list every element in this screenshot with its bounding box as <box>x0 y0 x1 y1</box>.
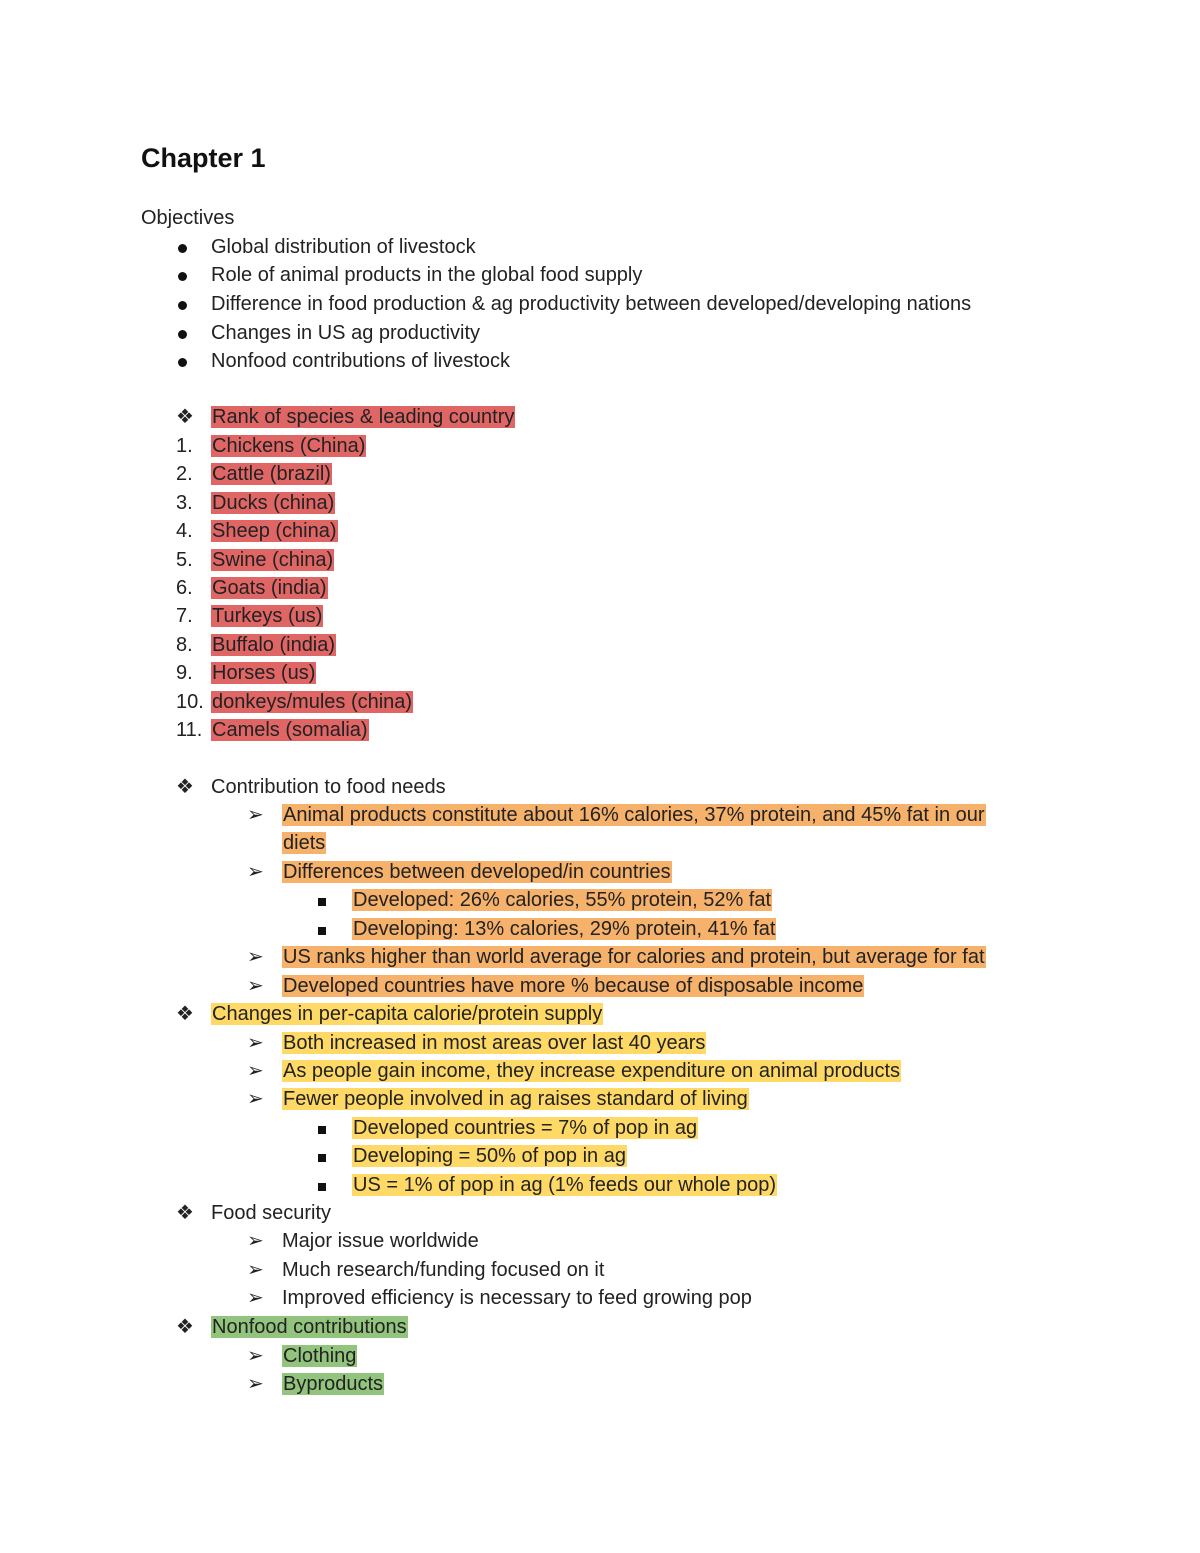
species-item: donkeys/mules (china) <box>212 691 413 713</box>
species-item: Cattle (brazil) <box>212 463 331 485</box>
species-item: Swine (china) <box>212 549 334 571</box>
food-needs-item: US ranks higher than world average for calories and protein, but average for fat <box>283 946 985 968</box>
species-item: Buffalo (india) <box>212 634 336 656</box>
list-number: 3. <box>176 492 193 514</box>
square-bullet-icon <box>318 916 326 942</box>
per-capita-item: Fewer people involved in ag raises standard of living <box>283 1088 748 1110</box>
diamond-bullet-icon: ❖ <box>176 1003 194 1025</box>
arrow-bullet-icon: ➢ <box>247 1259 264 1281</box>
diamond-bullet-icon: ❖ <box>176 1316 194 1338</box>
square-bullet-icon <box>318 1143 326 1169</box>
list-number: 7. <box>176 605 193 627</box>
bullet-icon <box>178 291 187 317</box>
diamond-bullet-icon: ❖ <box>176 776 194 798</box>
food-needs-item: Developed countries have more % because of disposable income <box>283 975 864 997</box>
bullet-icon <box>178 348 187 374</box>
food-needs-heading: Contribution to food needs <box>211 776 446 798</box>
list-number: 10. <box>176 691 204 713</box>
square-bullet-icon <box>318 1172 326 1198</box>
per-capita-subitem: Developing = 50% of pop in ag <box>353 1145 626 1167</box>
species-item: Camels (somalia) <box>212 719 368 741</box>
list-number: 4. <box>176 520 193 542</box>
nonfood-item: Byproducts <box>283 1373 384 1395</box>
food-security-item: Much research/funding focused on it <box>282 1259 605 1281</box>
arrow-bullet-icon: ➢ <box>247 1060 264 1082</box>
list-number: 1. <box>176 435 193 457</box>
objective-item: Role of animal products in the global food supply <box>211 264 643 286</box>
arrow-bullet-icon: ➢ <box>247 804 264 826</box>
nonfood-heading: Nonfood contributions <box>212 1316 407 1338</box>
species-item: Turkeys (us) <box>212 605 323 627</box>
arrow-bullet-icon: ➢ <box>247 1345 264 1367</box>
objective-item: Changes in US ag productivity <box>211 322 481 344</box>
objective-item: Global distribution of livestock <box>211 236 476 258</box>
food-needs-item: Animal products constitute about 16% calories, 37% protein, and 45% fat in our <box>283 804 985 826</box>
per-capita-subitem: Developed countries = 7% of pop in ag <box>353 1117 698 1139</box>
list-number: 5. <box>176 549 193 571</box>
species-heading: Rank of species & leading country <box>212 406 515 428</box>
list-number: 6. <box>176 577 193 599</box>
arrow-bullet-icon: ➢ <box>247 946 264 968</box>
species-item: Chickens (China) <box>212 435 366 457</box>
arrow-bullet-icon: ➢ <box>247 1088 264 1110</box>
objective-item: Nonfood contributions of livestock <box>211 350 511 372</box>
list-number: 9. <box>176 662 193 684</box>
per-capita-subitem: US = 1% of pop in ag (1% feeds our whole pop) <box>353 1174 777 1196</box>
species-item: Horses (us) <box>212 662 316 684</box>
food-security-heading: Food security <box>211 1202 332 1224</box>
food-needs-item: Differences between developed/in countries <box>283 861 671 883</box>
species-item: Ducks (china) <box>212 492 335 514</box>
bullet-icon <box>178 234 187 260</box>
arrow-bullet-icon: ➢ <box>247 1032 264 1054</box>
page-title: Chapter 1 <box>141 143 266 173</box>
square-bullet-icon <box>318 1115 326 1141</box>
food-needs-subitem: Developing: 13% calories, 29% protein, 41% fat <box>353 918 776 940</box>
species-item: Sheep (china) <box>212 520 337 542</box>
objectives-heading: Objectives <box>141 207 235 229</box>
diamond-bullet-icon: ❖ <box>176 406 194 428</box>
species-item: Goats (india) <box>212 577 327 599</box>
list-number: 11. <box>176 719 203 741</box>
nonfood-item: Clothing <box>283 1345 357 1367</box>
per-capita-item: As people gain income, they increase expenditure on animal products <box>283 1060 901 1082</box>
arrow-bullet-icon: ➢ <box>247 975 264 997</box>
food-needs-item-continued: diets <box>283 832 326 854</box>
list-number: 2. <box>176 463 193 485</box>
food-security-item: Major issue worldwide <box>282 1230 479 1252</box>
arrow-bullet-icon: ➢ <box>247 1230 264 1252</box>
bullet-icon <box>178 262 187 288</box>
arrow-bullet-icon: ➢ <box>247 861 264 883</box>
food-security-item: Improved efficiency is necessary to feed growing pop <box>282 1287 752 1309</box>
square-bullet-icon <box>318 887 326 913</box>
bullet-icon <box>178 320 187 346</box>
objective-item: Difference in food production & ag productivity between developed/developing nations <box>211 293 972 315</box>
arrow-bullet-icon: ➢ <box>247 1373 264 1395</box>
list-number: 8. <box>176 634 193 656</box>
arrow-bullet-icon: ➢ <box>247 1287 264 1309</box>
per-capita-item: Both increased in most areas over last 40 years <box>283 1032 706 1054</box>
diamond-bullet-icon: ❖ <box>176 1202 194 1224</box>
food-needs-subitem: Developed: 26% calories, 55% protein, 52% fat <box>353 889 772 911</box>
per-capita-heading: Changes in per-capita calorie/protein supply <box>212 1003 603 1025</box>
